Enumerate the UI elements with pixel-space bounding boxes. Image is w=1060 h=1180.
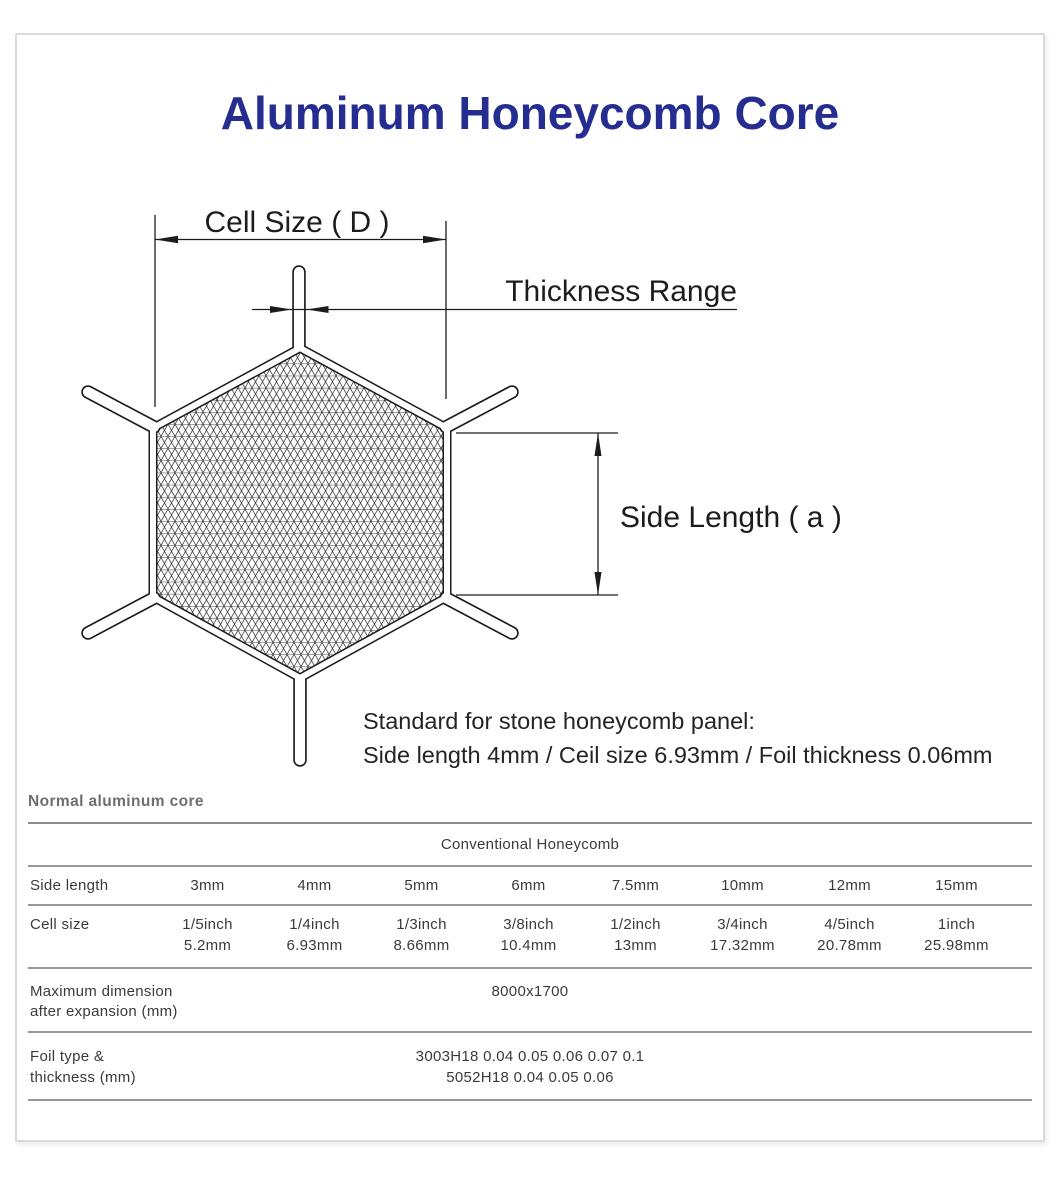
side-length-value: 4mm xyxy=(297,877,332,894)
page-title: Aluminum Honeycomb Core xyxy=(220,87,840,139)
cell-size-row xyxy=(28,906,1032,969)
cell-size-value: 1/4inch 6.93mm xyxy=(286,916,343,954)
spec-table xyxy=(28,822,1032,1101)
cell-size-value: 3/4inch 17.32mm xyxy=(710,916,775,954)
table-section-label: Normal aluminum core xyxy=(28,793,204,810)
max-dimension-row xyxy=(28,969,1032,1033)
cell-size-value: 1/3inch 8.66mm xyxy=(393,916,450,954)
cell-size-value: 1inch 25.98mm xyxy=(924,916,989,954)
honeycomb-diagram xyxy=(0,190,1060,790)
side-length-value: 15mm xyxy=(935,877,978,894)
side-length-value: 7.5mm xyxy=(611,877,660,894)
foil-label: Foil type & thickness (mm) xyxy=(30,1048,136,1086)
side-length-value: 3mm xyxy=(190,877,225,894)
side-length-value: 12mm xyxy=(828,877,871,894)
side-length-row xyxy=(28,867,1032,906)
max-dimension-value: 8000x1700 xyxy=(491,983,569,1000)
cell-size-value: 4/5inch 20.78mm xyxy=(817,916,882,954)
side-length-dimension xyxy=(456,433,618,595)
table-header-row xyxy=(28,824,1032,867)
standard-note-line1: Standard for stone honeycomb panel: xyxy=(363,708,755,734)
foil-value: 3003H18 0.04 0.05 0.06 0.07 0.1 5052H18 0.04 0.05 0.06 xyxy=(415,1048,645,1086)
side-length-value: 5mm xyxy=(404,877,439,894)
thickness-range-label: Thickness Range xyxy=(505,275,737,308)
cell-size-value: 1/5inch 5.2mm xyxy=(182,916,233,954)
side-length-value: 10mm xyxy=(721,877,764,894)
side-length-label: Side Length ( a ) xyxy=(620,501,842,534)
foil-row xyxy=(28,1033,1032,1101)
cell-size-value: 1/2inch 13mm xyxy=(610,916,661,954)
hexagon-mesh xyxy=(153,348,447,678)
cell-size-label: Cell Size ( D ) xyxy=(204,206,390,239)
cell-size-value: 3/8inch 10.4mm xyxy=(500,916,557,954)
standard-note xyxy=(363,704,1023,772)
side-length-value: 6mm xyxy=(511,877,546,894)
table-header: Conventional Honeycomb xyxy=(440,836,620,853)
standard-note-line2: Side length 4mm / Ceil size 6.93mm / Foil thickness 0.06mm xyxy=(363,742,993,768)
cell-size-row-label: Cell size xyxy=(30,916,90,933)
side-length-row-label: Side length xyxy=(30,877,109,894)
max-dimension-label: Maximum dimension after expansion (mm) xyxy=(30,983,178,1020)
